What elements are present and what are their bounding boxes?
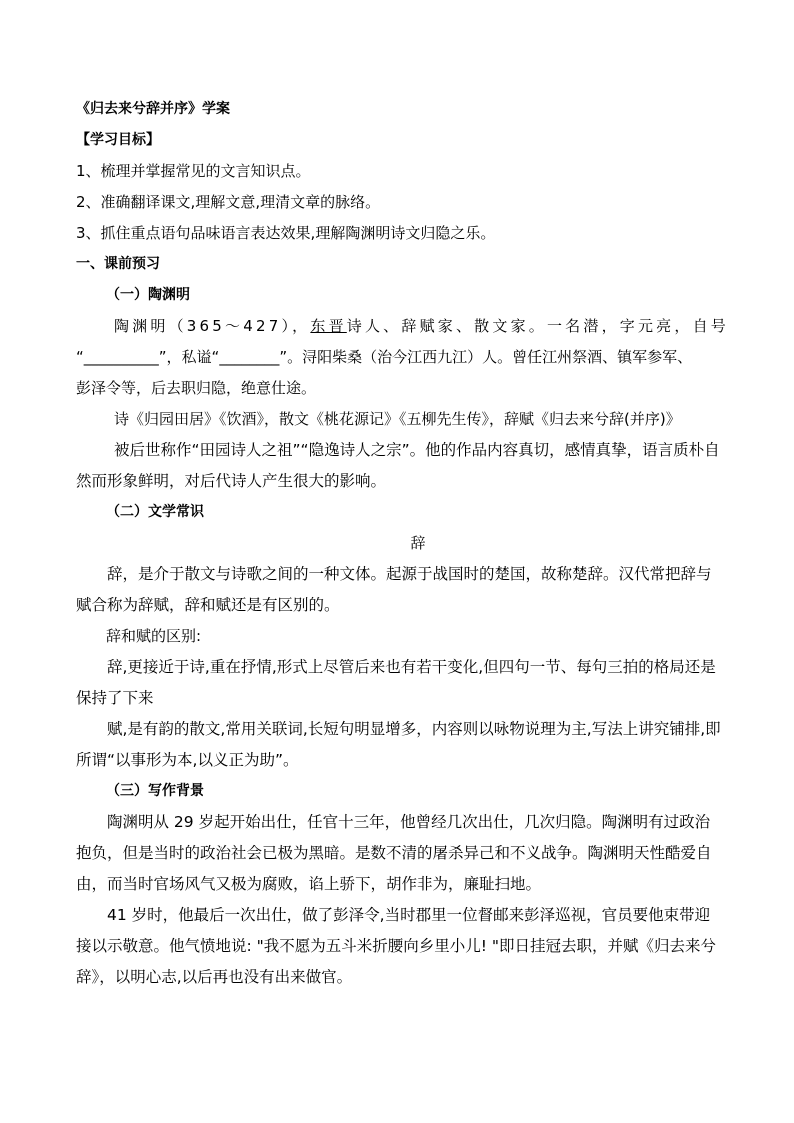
document-title: 《归去来兮辞并序》学案 <box>76 101 230 117</box>
fu-difference-paragraph: 赋,是有韵的散文,常用关联词,长短句明显增多，内容则以咏物说理为主,写法上讲究铺排,即所谓“以事形为本,以义正为助”。 <box>76 720 721 769</box>
background-paragraph-1: 陶渊明从 29 岁起开始出仕，任官十三年，他曾经几次出仕，几次归隐。陶渊明有过政治抱负，但是当时的政治社会已极为黑暗。是数不清的屠杀异己和不义战争。陶渊明天性酷爱自由，而当时官场风气又极为腐败，谄上骄下，胡作非为，廉耻扫地。 <box>76 813 712 893</box>
section-heading-preview: 一、课前预习 <box>76 256 160 272</box>
part-heading-tao-yuanming <box>76 280 724 311</box>
dynasty-link: 东晋 <box>310 317 347 335</box>
bio-paragraph <box>76 311 729 404</box>
part-heading-literature <box>76 497 724 528</box>
works-paragraph: 诗《归园田居》《饮酒》，散文《桃花源记》《五柳先生传》，辞赋《归去来兮辞(并序)》 <box>114 410 681 428</box>
background-paragraph-2: 41 岁时，他最后一次出仕，做了彭泽令,当时郡里一位督邮来彭泽巡视，官员要他束带迎接以示敬意。他气愤地说: "我不愿为五斗米折腰向乡里小儿! "即日挂冠去职，并赋《归去来兮辞》，以明心志,以后再也没有出来做官。 <box>76 906 717 986</box>
bio-rest: 诗人、辞赋家、散文家。一名潜，字元亮，自号 <box>346 317 729 335</box>
document-page <box>76 94 729 993</box>
part-heading-text: （一）陶渊明 <box>106 287 190 303</box>
part-heading-background <box>76 776 724 807</box>
objective-item: 1、梳理并掌握常见的文言知识点。 <box>76 162 311 180</box>
ci-subtitle: 辞 <box>410 534 426 552</box>
part-heading-text: （二）文学常识 <box>106 504 204 520</box>
bio-lead: 陶渊明（365～427）， <box>114 317 311 335</box>
ci-difference-paragraph: 辞,更接近于诗,重在抒情,形式上尽管后来也有若干变化,但四句一节、每句三拍的格局还是保持了下来 <box>76 658 716 707</box>
objective-item: 2、准确翻译课文,理解文意,理清文章的脉络。 <box>76 193 381 211</box>
bio-line-2: “__________”，私谥“________”。浔阳柴桑（治今江西九江）人。曾任江州祭酒、镇军参军、 <box>76 348 693 366</box>
objectives-heading: 【学习目标】 <box>76 132 160 148</box>
ci-paragraph: 辞，是介于散文与诗歌之间的一种文体。起源于战国时的楚国，故称楚辞。汉代常把辞与赋合称为辞赋，辞和赋还是有区别的。 <box>76 565 712 614</box>
legacy-paragraph: 被后世称作“田园诗人之祖”“隐逸诗人之宗”。他的作品内容真切，感情真挚，语言质朴自然而形象鲜明，对后代诗人产生很大的影响。 <box>76 441 720 490</box>
part-heading-text: （三）写作背景 <box>106 783 204 799</box>
difference-label: 辞和赋的区别: <box>106 627 202 645</box>
objective-item: 3、抓住重点语句品味语言表达效果,理解陶渊明诗文归隐之乐。 <box>76 224 496 242</box>
bio-line-3: 彭泽令等，后去职归隐，绝意仕途。 <box>76 379 317 397</box>
bio-line-1 <box>76 311 729 342</box>
